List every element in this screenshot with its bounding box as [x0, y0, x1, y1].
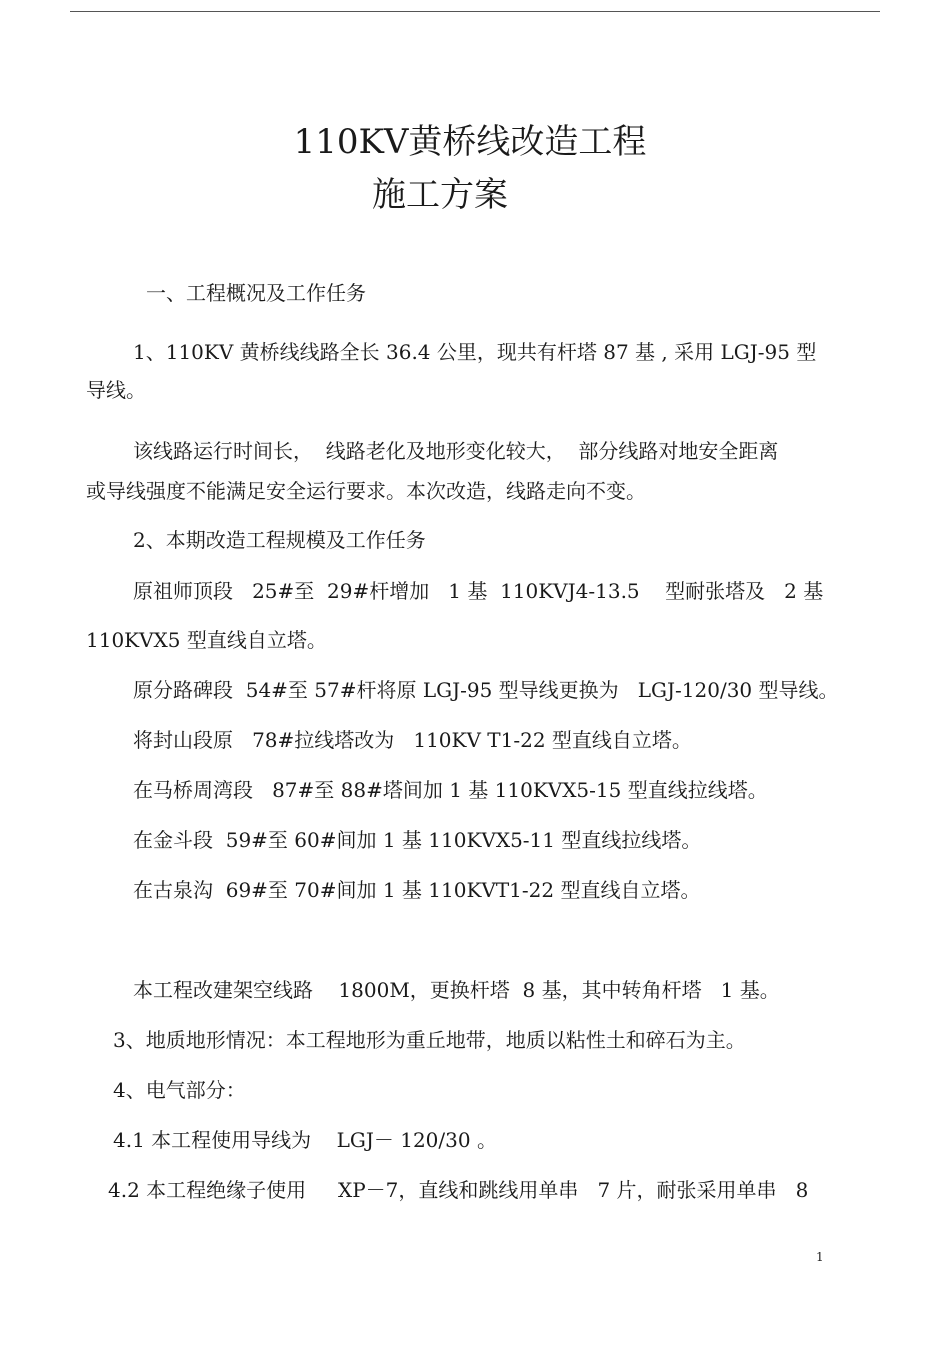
paragraph-line: 将封山段原 78#拉线塔改为 110KV T1-22 型直线自立塔。 [133, 728, 692, 752]
header-rule [70, 11, 880, 12]
paragraph-line: 1、110KV 黄桥线线路全长 36.4 公里，现共有杆塔 87 基 , 采用 LGJ-95 型 [133, 340, 817, 364]
paragraph-line: 原分路碑段 54#至 57#杆将原 LGJ-95 型导线更换为 LGJ-120/30 型导线。 [133, 678, 839, 702]
paragraph-line: 导线。 [86, 378, 146, 402]
document-title: 110KV黄桥线改造工程 [293, 122, 647, 162]
section-heading-electrical: 4、电气部分： [113, 1078, 246, 1102]
section-heading-geology: 3、地质地形情况：本工程地形为重丘地带，地质以粘性土和碎石为主。 [113, 1028, 746, 1052]
paragraph-line: 本工程改建架空线路 1800M，更换杆塔 8 基，其中转角杆塔 1 基。 [133, 978, 780, 1002]
section-heading-overview: 一、工程概况及工作任务 [146, 281, 366, 305]
paragraph-line: 110KVX5 型直线自立塔。 [86, 628, 327, 652]
page-number: 1 [816, 1250, 824, 1264]
paragraph-line: 或导线强度不能满足安全运行要求。本次改造，线路走向不变。 [86, 479, 646, 503]
paragraph-line: 在古泉沟 69#至 70#间加 1 基 110KVT1-22 型直线自立塔。 [133, 878, 701, 902]
paragraph-line: 在马桥周湾段 87#至 88#塔间加 1 基 110KVX5-15 型直线拉线塔。 [133, 778, 768, 802]
paragraph-line: 该线路运行时间长， 线路老化及地形变化较大， 部分线路对地安全距离 [133, 439, 779, 463]
section-heading-scope: 2、本期改造工程规模及工作任务 [133, 528, 426, 552]
paragraph-line: 原祖师顶段 25#至 29#杆增加 1 基 110KVJ4-13.5 型耐张塔及 2 基 [133, 579, 824, 603]
paragraph-line: 在金斗段 59#至 60#间加 1 基 110KVX5-11 型直线拉线塔。 [133, 828, 702, 852]
document-subtitle: 施工方案 [372, 175, 508, 215]
paragraph-line: 4.1 本工程使用导线为 LGJ－ 120/30 。 [113, 1128, 497, 1152]
paragraph-line: 4.2 本工程绝缘子使用 XP－7，直线和跳线用单串 7 片，耐张采用单串 8 [108, 1178, 809, 1202]
